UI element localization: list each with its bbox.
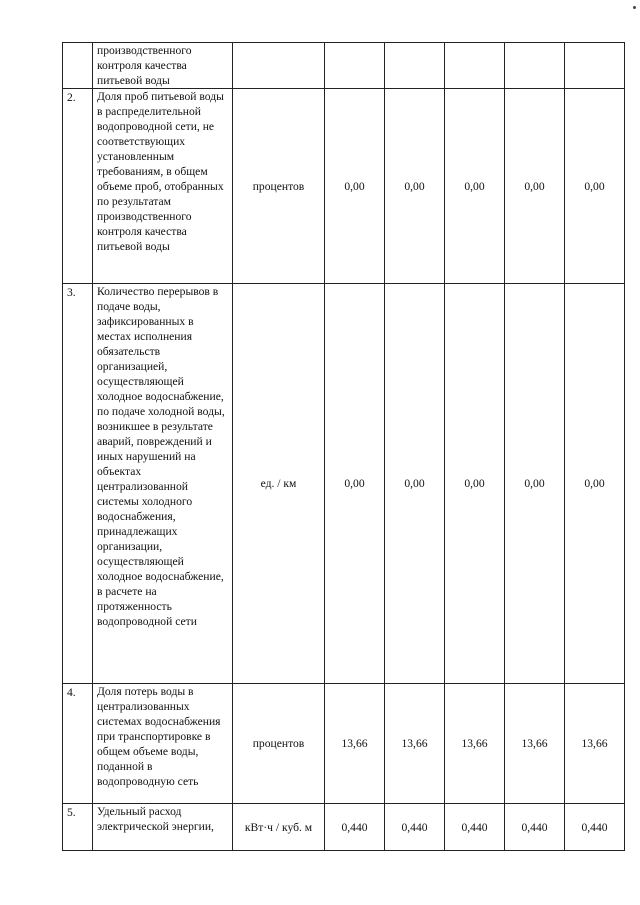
value-cell: 0,00 bbox=[445, 284, 505, 684]
value-cell: 13,66 bbox=[505, 684, 565, 804]
unit-cell: процентов bbox=[233, 89, 325, 284]
scan-speck bbox=[633, 6, 636, 9]
value-cell: 13,66 bbox=[445, 684, 505, 804]
unit-cell: процентов bbox=[233, 684, 325, 804]
value-cell: 13,66 bbox=[325, 684, 385, 804]
row-number: 2. bbox=[63, 89, 93, 284]
value-cell: 0,00 bbox=[325, 89, 385, 284]
value-cell: 0,00 bbox=[565, 89, 625, 284]
value-cell bbox=[505, 43, 565, 89]
indicators-table bbox=[62, 42, 625, 851]
indicator-name: Доля проб питьевой воды в распределительной водопроводной сети, не соответствующих установленным требованиям, в общем объеме проб, отобранных по результатам производственного контроля качества питьевой воды bbox=[93, 89, 233, 284]
indicator-name: производственного контроля качества питьевой воды bbox=[93, 43, 233, 89]
value-cell bbox=[565, 43, 625, 89]
unit-cell bbox=[233, 43, 325, 89]
value-cell: 0,440 bbox=[445, 804, 505, 851]
row-number: 5. bbox=[63, 804, 93, 851]
table-row bbox=[63, 684, 625, 804]
value-cell: 0,00 bbox=[505, 89, 565, 284]
value-cell: 0,00 bbox=[565, 284, 625, 684]
value-cell: 0,00 bbox=[325, 284, 385, 684]
row-number: 4. bbox=[63, 684, 93, 804]
unit-cell: ед. / км bbox=[233, 284, 325, 684]
value-cell: 0,00 bbox=[385, 284, 445, 684]
indicator-name: Доля потерь воды в централизованных системах водоснабжения при транспортировке в общем объеме воды, поданной в водопроводную сеть bbox=[93, 684, 233, 804]
value-cell: 0,440 bbox=[565, 804, 625, 851]
value-cell: 0,00 bbox=[385, 89, 445, 284]
value-cell: 0,440 bbox=[505, 804, 565, 851]
value-cell bbox=[445, 43, 505, 89]
value-cell: 13,66 bbox=[565, 684, 625, 804]
value-cell: 0,440 bbox=[325, 804, 385, 851]
table-row bbox=[63, 284, 625, 684]
value-cell: 0,00 bbox=[505, 284, 565, 684]
unit-cell: кВт·ч / куб. м bbox=[233, 804, 325, 851]
value-cell: 13,66 bbox=[385, 684, 445, 804]
indicator-name: Удельный расход электрической энергии, bbox=[93, 804, 233, 851]
table-row bbox=[63, 89, 625, 284]
row-number bbox=[63, 43, 93, 89]
table-row bbox=[63, 43, 625, 89]
value-cell bbox=[385, 43, 445, 89]
table-row bbox=[63, 804, 625, 851]
value-cell bbox=[325, 43, 385, 89]
row-number: 3. bbox=[63, 284, 93, 684]
value-cell: 0,440 bbox=[385, 804, 445, 851]
value-cell: 0,00 bbox=[445, 89, 505, 284]
indicator-name: Количество перерывов в подаче воды, зафиксированных в местах исполнения обязательств организацией, осуществляющей холодное водоснабжение, по подаче холодной воды, возникшее в результате аварий, повреждений и иных нарушений на объектах централизованной системы холодного водоснабжения, принадлежащих организации, осуществляющей холодное водоснабжение, в расчете на протяженность водопроводной сети bbox=[93, 284, 233, 684]
